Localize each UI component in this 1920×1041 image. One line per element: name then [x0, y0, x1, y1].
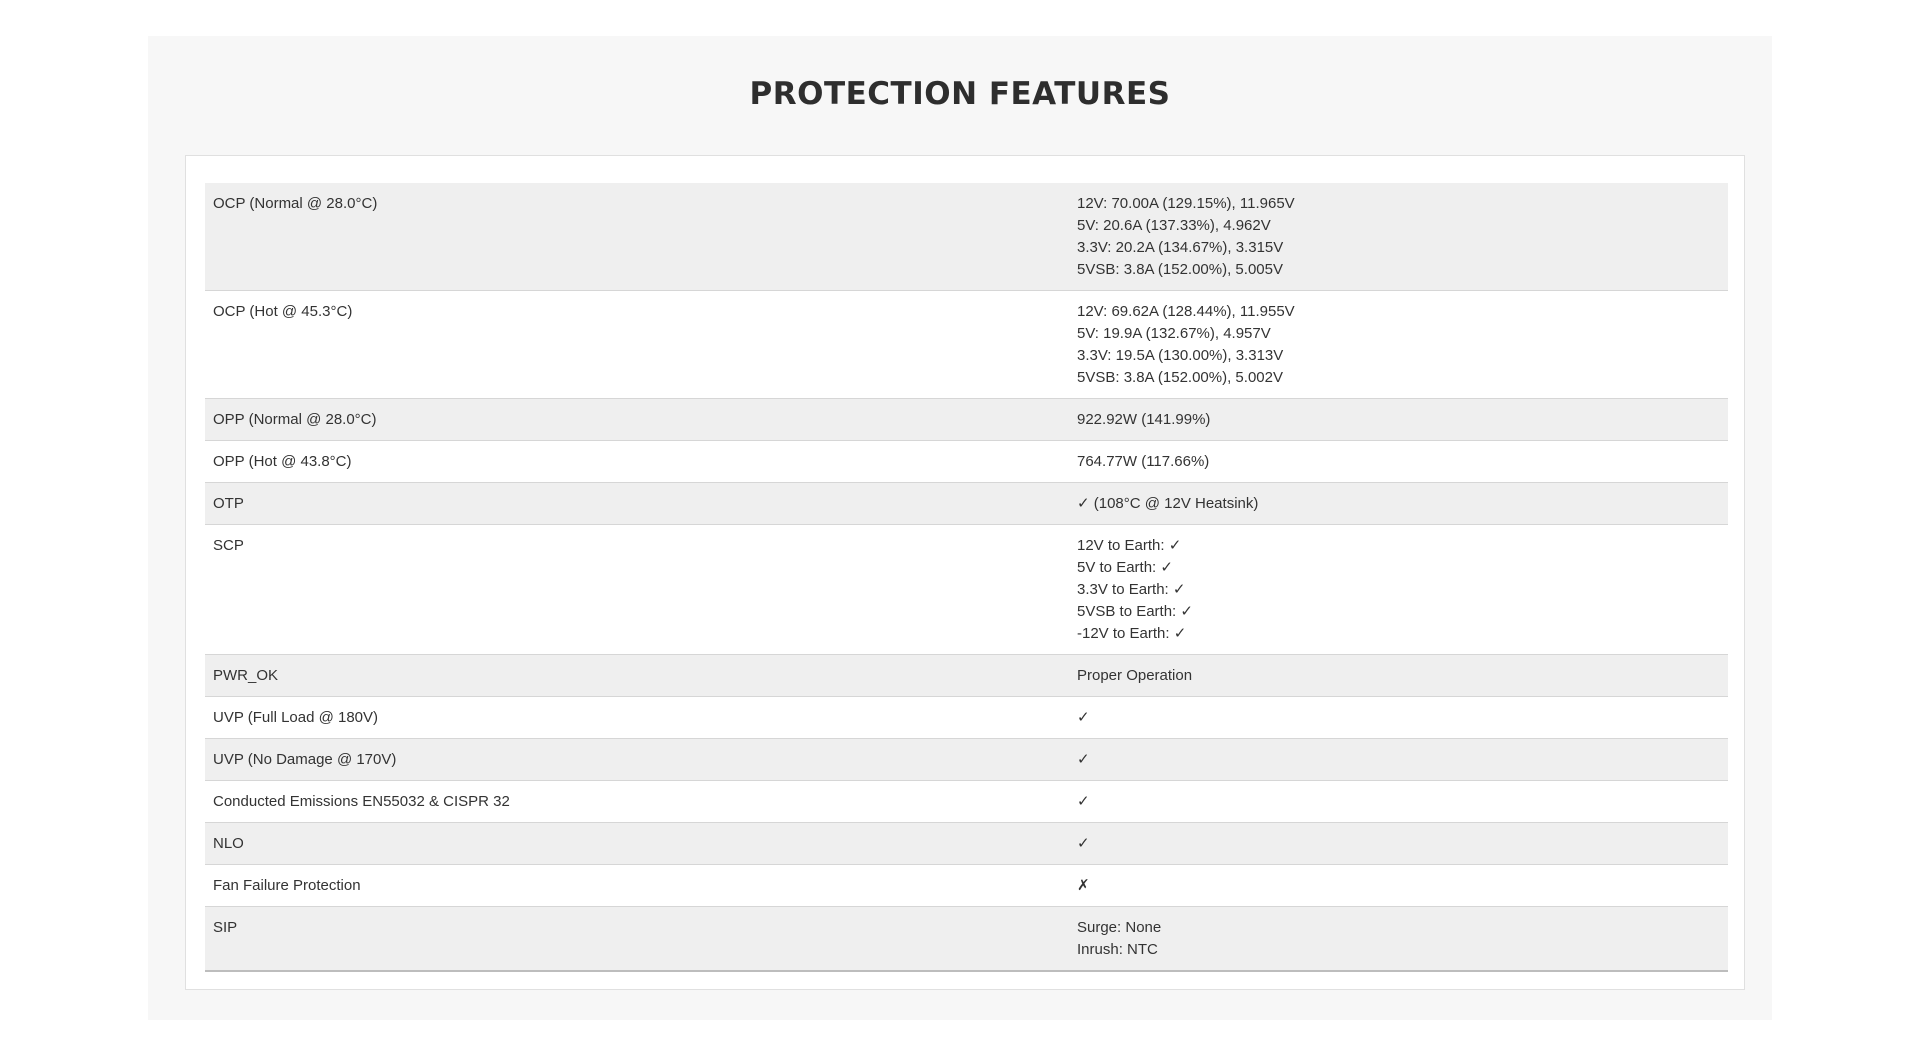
protection-features-table: [205, 183, 1728, 972]
table-frame: [185, 155, 1745, 990]
feature-value: [1069, 399, 1728, 441]
feature-label: OTP: [205, 483, 1069, 525]
feature-label: Fan Failure Protection: [205, 865, 1069, 907]
feature-value: [1069, 739, 1728, 781]
feature-value-line: 764.77W (117.66%): [1077, 453, 1210, 470]
feature-value: [1069, 183, 1728, 291]
feature-label: UVP (Full Load @ 180V): [205, 697, 1069, 739]
table-row: [205, 291, 1728, 399]
table-row: [205, 183, 1728, 291]
feature-value-line: ✓: [1077, 835, 1090, 852]
feature-value-line: 5VSB to Earth: ✓: [1077, 603, 1193, 620]
feature-label: PWR_OK: [205, 655, 1069, 697]
feature-value-line: 5VSB: 3.8A (152.00%), 5.005V: [1077, 261, 1283, 278]
table-row: [205, 441, 1728, 483]
feature-value: [1069, 907, 1728, 972]
feature-value-line: 922.92W (141.99%): [1077, 411, 1211, 428]
feature-label: SIP: [205, 907, 1069, 972]
feature-value: [1069, 483, 1728, 525]
table-row: [205, 525, 1728, 655]
feature-value: [1069, 823, 1728, 865]
feature-value-line: 3.3V: 20.2A (134.67%), 3.315V: [1077, 239, 1284, 256]
feature-value: [1069, 291, 1728, 399]
feature-label: OCP (Hot @ 45.3°C): [205, 291, 1069, 399]
feature-value: [1069, 525, 1728, 655]
section-title: PROTECTION FEATURES: [749, 76, 1171, 112]
feature-value-line: 3.3V: 19.5A (130.00%), 3.313V: [1077, 347, 1284, 364]
feature-value-line: Inrush: NTC: [1077, 941, 1158, 958]
feature-value-line: 12V: 69.62A (128.44%), 11.955V: [1077, 303, 1295, 320]
table-row: [205, 483, 1728, 525]
table-row: [205, 697, 1728, 739]
feature-value-line: Proper Operation: [1077, 667, 1193, 684]
feature-value-line: 5V: 19.9A (132.67%), 4.957V: [1077, 325, 1271, 342]
feature-value-line: 12V to Earth: ✓: [1077, 537, 1182, 554]
feature-value-line: 3.3V to Earth: ✓: [1077, 581, 1186, 598]
table-row: [205, 781, 1728, 823]
feature-label: OCP (Normal @ 28.0°C): [205, 183, 1069, 291]
feature-value-line: ✓: [1077, 793, 1090, 810]
feature-value-line: Surge: None: [1077, 919, 1162, 936]
table-row: [205, 655, 1728, 697]
feature-value-line: ✓: [1077, 709, 1090, 726]
feature-label: OPP (Hot @ 43.8°C): [205, 441, 1069, 483]
feature-value: [1069, 697, 1728, 739]
feature-value-line: 5VSB: 3.8A (152.00%), 5.002V: [1077, 369, 1283, 386]
table-row: [205, 399, 1728, 441]
feature-value-line: ✓ (108°C @ 12V Heatsink): [1077, 495, 1259, 512]
feature-value-line: ✓: [1077, 751, 1090, 768]
table-row: [205, 739, 1728, 781]
feature-value-line: 5V: 20.6A (137.33%), 4.962V: [1077, 217, 1271, 234]
feature-label: Conducted Emissions EN55032 & CISPR 32: [205, 781, 1069, 823]
feature-label: SCP: [205, 525, 1069, 655]
table-body: [205, 183, 1728, 971]
feature-label: OPP (Normal @ 28.0°C): [205, 399, 1069, 441]
feature-value: [1069, 655, 1728, 697]
feature-label: NLO: [205, 823, 1069, 865]
table-row: [205, 865, 1728, 907]
feature-label: UVP (No Damage @ 170V): [205, 739, 1069, 781]
feature-value-line: ✗: [1077, 877, 1090, 894]
feature-value-line: 12V: 70.00A (129.15%), 11.965V: [1077, 195, 1295, 212]
protection-features-panel: [148, 36, 1772, 1020]
table-row: [205, 823, 1728, 865]
feature-value: [1069, 441, 1728, 483]
table-row: [205, 907, 1728, 972]
feature-value: [1069, 865, 1728, 907]
feature-value: [1069, 781, 1728, 823]
feature-value-line: -12V to Earth: ✓: [1077, 625, 1187, 642]
feature-value-line: 5V to Earth: ✓: [1077, 559, 1173, 576]
